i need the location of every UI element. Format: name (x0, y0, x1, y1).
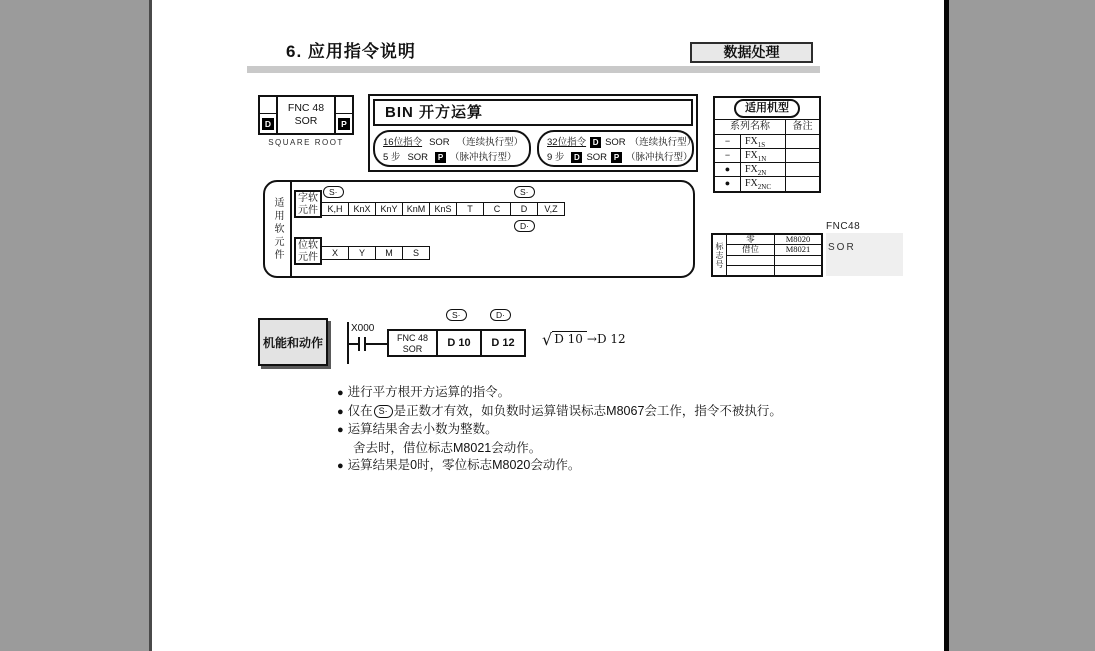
applicable-devices-box (263, 180, 695, 278)
fnc-d-cell (260, 114, 276, 133)
col-note: 备注 (792, 121, 813, 132)
device-cell: S (402, 246, 430, 260)
model-name: $FX_{2N}$ (741, 163, 786, 176)
bullet-line: ● 运算结果舍去小数为整数。 (337, 422, 498, 436)
fnc-right-empty-cell (336, 97, 352, 114)
variant-32bit-pill (537, 130, 697, 167)
fnc-mnemonic: SOR (294, 115, 318, 127)
source-operand-tag: S· (514, 186, 535, 198)
device-cell: V,Z (537, 202, 565, 216)
bullet-line: ● 运算结果是0时，零位标志M8020会动作。 (337, 458, 581, 472)
variant-32bit-line2: 9 步 D SOR P （脉冲执行型） (547, 152, 693, 163)
section-title: 6. 应用指令说明 (286, 42, 416, 61)
fnc-number: FNC 48 (287, 102, 325, 114)
model-row (715, 135, 819, 149)
bullet-icon: ● (337, 405, 344, 418)
bullet-line: ● 进行平方根开方运算的指令。 (337, 385, 511, 399)
bullet-icon: ● (337, 460, 344, 472)
device-cell: M (375, 246, 403, 260)
flag-row (727, 256, 821, 266)
device-cell: T (456, 202, 484, 216)
model-name: $FX_{2NC}$ (741, 177, 786, 191)
radical-sign: √ (542, 330, 553, 349)
bullet-icon: ● (337, 424, 344, 436)
function-section-label: 机能和动作 (258, 318, 328, 366)
device-cell: X (321, 246, 349, 260)
model-note (786, 135, 819, 148)
model-name: $FX_{1N}$ (741, 149, 786, 162)
bullet-subline: 舍去时，借位标志M8021会动作。 (353, 440, 542, 455)
bullet-icon: ● (337, 387, 344, 399)
device-cell: K,H (321, 202, 349, 216)
source-operand-tag: S· (323, 186, 344, 198)
model-note (786, 177, 819, 191)
bit-devices-row (322, 246, 430, 260)
margin-mnemonic-label: SOR (828, 242, 856, 253)
page-right-border (944, 0, 949, 651)
header-rule (247, 66, 820, 73)
fnc-p-cell (336, 114, 352, 133)
source-operand-tag: S· (374, 405, 393, 418)
flags-side-label: 标志号 (713, 235, 727, 275)
manual-page (152, 0, 944, 651)
flags-rows (727, 235, 821, 275)
contact-label: X000 (351, 323, 375, 334)
source-operand-cell: D 10 (438, 329, 482, 357)
model-support-mark: ● (715, 177, 741, 191)
variant-16bit-line1: 16位指令 SOR （连续执行型） (383, 137, 524, 148)
operation-formula: √ D 10 →D 12 (542, 330, 626, 349)
p-flag-badge: P (611, 152, 622, 163)
variant-32bit-line1: 32位指令 D SOR （连续执行型） (547, 137, 697, 148)
instruction-block (387, 329, 526, 357)
bullet-line: ● 仅在 S· 是正数才有效，如负数时运算错误标志M8067会工作，指令不被执行。 (337, 403, 782, 418)
devices-divider (290, 182, 292, 276)
device-cell: KnX (348, 202, 376, 216)
arrow: → (586, 332, 597, 346)
flag-row: 零 M8020 (727, 235, 821, 245)
d-flag-badge: D (590, 137, 601, 148)
device-cell: Y (348, 246, 376, 260)
variant-16bit-line2: 5 步 SOR P （脉冲执行型） (383, 152, 517, 163)
instruction-title: BIN 开方运算 (373, 99, 693, 126)
dest-operand-cell: D 12 (482, 329, 526, 357)
instruction-title-box (368, 94, 698, 172)
word-devices-label: 字软 元件 (294, 190, 322, 218)
margin-tab (826, 233, 903, 276)
models-column-headers (715, 120, 819, 135)
flag-row: 借位 M8021 (727, 245, 821, 255)
model-note (786, 163, 819, 176)
model-support-mark: ● (715, 163, 741, 176)
devices-side-label: 适用软元件 (272, 196, 283, 262)
fnc-left-empty-cell (260, 97, 276, 114)
word-devices-row (322, 202, 565, 216)
p-flag-badge: P (435, 152, 446, 163)
fnc-center-cell (276, 97, 336, 133)
dest-operand-tag: D· (514, 220, 535, 232)
models-title: 适用机型 (734, 99, 800, 118)
bit-devices-label: 位软 元件 (294, 237, 322, 265)
category-badge: 数据处理 (690, 42, 813, 63)
fnc-right-column (336, 97, 352, 133)
contact-tick (358, 337, 360, 351)
model-support-mark: − (715, 149, 741, 162)
source-operand-tag: S· (446, 309, 467, 321)
model-row (715, 163, 819, 177)
model-row (715, 149, 819, 163)
instruction-english-name: SQUARE ROOT (268, 138, 344, 147)
model-note (786, 149, 819, 162)
device-cell: KnM (402, 202, 430, 216)
description-bullets (337, 384, 857, 476)
device-cell: KnY (375, 202, 403, 216)
model-name: $FX_{1S}$ (741, 135, 786, 148)
p-flag-badge: P (338, 118, 350, 130)
fnc-left-column (260, 97, 276, 133)
fnc-number-box (258, 95, 354, 135)
col-series-name: 系列名称 (715, 120, 786, 134)
applicable-models-table (713, 96, 821, 193)
model-row (715, 177, 819, 191)
ladder-wire (349, 343, 358, 345)
flags-table (711, 233, 823, 277)
models-header (715, 98, 819, 120)
op-mnemonic-cell: FNC 48 SOR (387, 329, 438, 357)
device-cell: C (483, 202, 511, 216)
flag-row (727, 266, 821, 275)
d-flag-badge: D (571, 152, 582, 163)
variant-16bit-pill (373, 130, 531, 167)
model-support-mark: − (715, 135, 741, 148)
device-cell: D (510, 202, 538, 216)
device-cell: KnS (429, 202, 457, 216)
ladder-wire (366, 343, 387, 345)
dest-operand-tag: D· (490, 309, 511, 321)
d-flag-badge: D (262, 118, 274, 130)
margin-fnc-label: FNC48 (826, 221, 861, 232)
